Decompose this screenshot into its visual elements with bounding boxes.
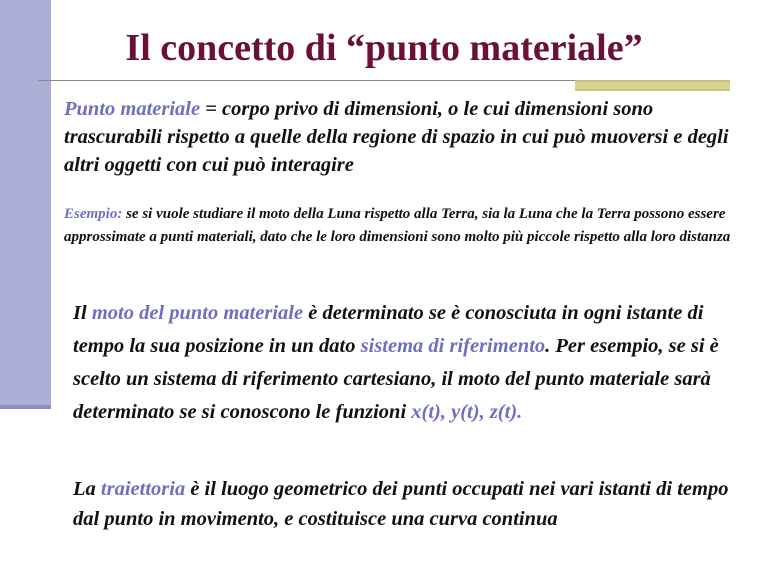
motion-text-1: Il [73, 302, 92, 324]
reference-system-term: sistema di riferimento [360, 335, 546, 357]
motion-text-3: . Per esempio, se si è scelto un sistema di riferimento cartesiano, il moto del punto materiale sarà determinato se si conoscono le funzioni [73, 335, 719, 423]
decorative-accent-bar [575, 80, 730, 91]
trajectory-paragraph [73, 474, 753, 534]
definition-text: = corpo privo di dimensioni, o le cui dimensioni sono trascurabili rispetto a quelle della regione di spazio in cui può muoversi e degli altri oggetti con cui può interagire [64, 98, 729, 176]
slide-title: Il concetto di “punto materiale” [125, 27, 643, 69]
coordinate-functions: x(t), y(t), z(t). [411, 401, 523, 423]
motion-text-2: è determinato se è conosciuta in ogni istante di tempo la sua posizione in un dato [73, 302, 704, 357]
motion-paragraph [73, 297, 753, 429]
definition-paragraph [64, 95, 754, 179]
motion-term: moto del punto materiale [91, 302, 304, 324]
decorative-side-notch [0, 405, 51, 409]
example-paragraph [64, 203, 754, 249]
trajectory-text-2: è il luogo geometrico dei punti occupati nei vari istanti di tempo dal punto in movimento, e costituisce una curva continua [73, 478, 729, 530]
example-label: Esempio: [64, 206, 123, 222]
trajectory-term: traiettoria [100, 478, 186, 500]
trajectory-text-1: La [73, 478, 101, 500]
definition-term: Punto materiale [64, 98, 201, 120]
example-text: se si vuole studiare il moto della Luna rispetto alla Terra, sia la Luna che la Terra possono essere approssimate a punti materiali, dato che le loro dimensioni sono molto più piccole rispetto alla loro distanza [64, 206, 731, 245]
